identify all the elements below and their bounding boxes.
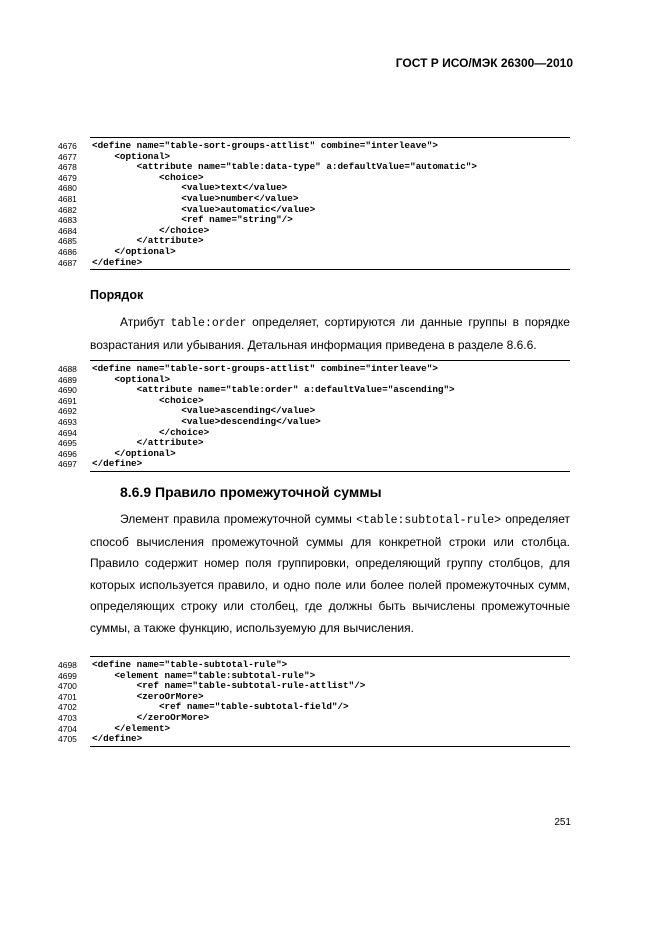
line-number: 4679 xyxy=(58,172,77,183)
code-text: </choice> xyxy=(92,224,210,236)
code-line xyxy=(58,141,570,152)
code-text: </define> xyxy=(92,458,143,470)
subtotal-rule-paragraph xyxy=(90,509,570,639)
line-number: 4692 xyxy=(58,406,77,417)
line-number: 4684 xyxy=(58,225,77,236)
document-header: ГОСТ Р ИСО/МЭК 26300—2010 xyxy=(395,56,573,70)
code-text: <choice> xyxy=(92,394,204,406)
page-number: 251 xyxy=(554,817,571,828)
code-text: <ref name="table-subtotal-rule-attlist"/> xyxy=(92,680,366,692)
code-line xyxy=(58,459,570,470)
line-number: 4676 xyxy=(58,141,77,151)
code-lines xyxy=(58,138,570,268)
code-text: </attribute> xyxy=(92,235,204,247)
line-number: 4678 xyxy=(58,162,77,173)
code-text: <ref name="string"/> xyxy=(92,214,293,226)
code-text: </optional> xyxy=(92,447,176,459)
attribute-name: table:order xyxy=(170,317,247,330)
line-number: 4697 xyxy=(58,459,77,470)
code-text: <value>ascending</value> xyxy=(92,405,316,417)
line-number: 4687 xyxy=(58,257,77,268)
code-block-3 xyxy=(58,656,570,747)
code-line xyxy=(58,258,570,269)
code-text: <choice> xyxy=(92,171,204,183)
code-text: <value>automatic</value> xyxy=(92,203,316,215)
code-line xyxy=(58,364,570,375)
line-number: 4693 xyxy=(58,416,77,427)
code-text: <attribute name="table:order" a:defaultValue="ascending"> xyxy=(92,384,455,396)
subsection-title: Порядок xyxy=(90,288,144,302)
element-name: <table:subtotal-rule> xyxy=(356,514,502,527)
code-bottom-rule xyxy=(90,746,570,747)
code-text: <element name="table:subtotal-rule"> xyxy=(92,669,316,681)
code-text: <define name="table-sort-groups-attlist" combine="interleave"> xyxy=(92,140,438,151)
line-number: 4698 xyxy=(58,660,77,670)
paragraph-text: Элемент правила промежуточной суммы xyxy=(120,512,357,526)
code-block-2 xyxy=(58,360,570,472)
line-number: 4694 xyxy=(58,427,77,438)
line-number: 4702 xyxy=(58,702,77,713)
line-number: 4690 xyxy=(58,385,77,396)
code-text: </element> xyxy=(92,722,171,734)
code-lines xyxy=(58,361,570,470)
code-text: <define name="table-subtotal-rule"> xyxy=(92,659,288,670)
line-number: 4689 xyxy=(58,374,77,385)
code-line xyxy=(58,194,570,205)
order-paragraph xyxy=(90,312,570,356)
section-title: 8.6.9 Правило промежуточной суммы xyxy=(120,484,382,500)
paragraph-text: определяет способ вычисления промежуточной суммы для конкретной строки или столбца. Правило содержит номер поля группировки, определяющий группу столбцов, для которых используется правило, и одно поле или более полей промежуточных сумм, определяющих строку или столбец, где должны быть вычислены промежуточные суммы, а также функцию, используемую для вычисления. xyxy=(90,512,570,635)
line-number: 4699 xyxy=(58,670,77,681)
line-number: 4704 xyxy=(58,723,77,734)
line-number: 4701 xyxy=(58,691,77,702)
code-line xyxy=(58,734,570,745)
line-number: 4683 xyxy=(58,215,77,226)
code-text: </define> xyxy=(92,733,143,745)
line-number: 4688 xyxy=(58,364,77,374)
line-number: 4691 xyxy=(58,395,77,406)
code-text: <zeroOrMore> xyxy=(92,690,204,702)
line-number: 4700 xyxy=(58,681,77,692)
code-lines xyxy=(58,657,570,745)
code-line xyxy=(58,713,570,724)
code-line xyxy=(58,660,570,671)
paragraph-text: определяет, сортируются ли данные группы в порядке возрастания или убывания. Детальная информация приведена в разделе 8.6.6. xyxy=(90,315,570,352)
code-text: <value>number</value> xyxy=(92,192,299,204)
code-text: <attribute name="table:data-type" a:defaultValue="automatic"> xyxy=(92,161,477,173)
code-text: </attribute> xyxy=(92,437,204,449)
code-text: <ref name="table-subtotal-field"/> xyxy=(92,701,349,713)
code-block-1 xyxy=(58,137,570,270)
code-line xyxy=(58,417,570,428)
code-text: <define name="table-sort-groups-attlist" combine="interleave"> xyxy=(92,363,438,374)
code-text: <value>text</value> xyxy=(92,182,288,194)
code-bottom-rule xyxy=(90,269,570,270)
line-number: 4705 xyxy=(58,734,77,745)
line-number: 4680 xyxy=(58,183,77,194)
line-number: 4696 xyxy=(58,448,77,459)
line-number: 4686 xyxy=(58,246,77,257)
code-text: </zeroOrMore> xyxy=(92,711,210,723)
line-number: 4695 xyxy=(58,438,77,449)
line-number: 4682 xyxy=(58,204,77,215)
code-text: <value>descending</value> xyxy=(92,415,321,427)
line-number: 4703 xyxy=(58,712,77,723)
line-number: 4685 xyxy=(58,236,77,247)
line-number: 4681 xyxy=(58,193,77,204)
code-text: </define> xyxy=(92,256,143,268)
code-line xyxy=(58,247,570,258)
code-text: <optional> xyxy=(92,150,171,162)
paragraph-text: Атрибут xyxy=(120,315,171,329)
code-text: <optional> xyxy=(92,373,171,385)
line-number: 4677 xyxy=(58,151,77,162)
code-bottom-rule xyxy=(90,471,570,472)
code-text: </optional> xyxy=(92,245,176,257)
code-text: </choice> xyxy=(92,426,210,438)
